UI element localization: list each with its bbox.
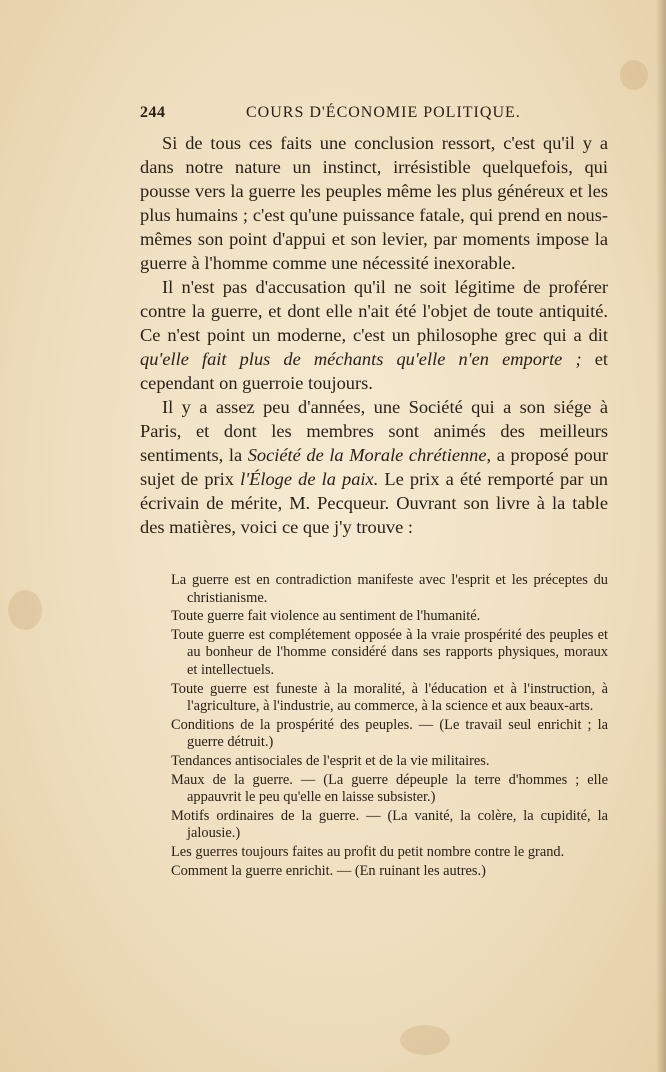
paragraph-text: et cependant on guerroie toujours.	[140, 349, 609, 393]
toc-entry: Toute guerre est complétement opposée à la vraie prospérité des peuples et au bonheur de l'homme considéré dans ses rapports physiques, moraux et intellectuels.	[171, 626, 608, 678]
paragraph	[140, 275, 608, 395]
toc-entry: Toute guerre est funeste à la moralité, à l'éducation et à l'instruction, à l'agriculture, à l'industrie, au commerce, à la science et aux beaux-arts.	[171, 680, 608, 715]
toc-entry: La guerre est en contradiction manifeste avec l'esprit et les préceptes du christianisme.	[171, 572, 608, 606]
paragraph-text: Il y a assez peu d'années, une Société qui a son siége à Paris, et dont les membres sont animés des meilleurs sentiments, la	[140, 397, 608, 465]
page-number: 244	[140, 104, 166, 121]
toc-entry: Conditions de la prospérité des peuples. — (Le travail seul enrichit ; la guerre détruit.)	[171, 716, 608, 751]
paper-stain	[620, 60, 648, 90]
paragraph-text: , a proposé pour sujet de prix	[140, 445, 608, 489]
page-edge-shadow	[656, 0, 666, 1072]
paragraph-text: Si de tous ces faits une conclusion ressort, c'est qu'il y a dans notre nature un instinct, irrésistible quelquefois, qui pousse vers la guerre les peuples même les plus généreux et les plus humains ; c'est qu'une puissance fatale, qui prend en nous-mêmes son point d'appui et son levier, par moments impose la guerre à l'homme comme une nécessité inexorable.	[140, 133, 608, 273]
italic-text: Société de la Morale chrétienne	[247, 445, 487, 465]
toc-entry: Toute guerre fait violence au sentiment de l'humanité.	[171, 608, 481, 625]
paper-stain	[8, 590, 42, 630]
paragraph	[140, 131, 608, 275]
paper-stain	[400, 1025, 450, 1055]
paragraph-text: Il n'est pas d'accusation qu'il ne soit légitime de proférer contre la guerre, et dont elle n'ait été l'objet de toute antiquité. Ce n'est point un moderne, c'est un philosophe grec qui a dit	[140, 277, 608, 345]
toc-entry: Tendances antisociales de l'esprit et de la vie militaires.	[171, 752, 490, 769]
toc-entry: Motifs ordinaires de la guerre. — (La vanité, la colère, la cupidité, la jalousie.)	[171, 807, 608, 842]
italic-text: qu'elle fait plus de méchants qu'elle n'en emporte ;	[140, 349, 582, 369]
paragraph	[140, 395, 608, 539]
table-of-contents-excerpt	[171, 572, 608, 881]
toc-entry: Comment la guerre enrichit. — (En ruinant les autres.)	[171, 862, 486, 879]
running-title: COURS D'ÉCONOMIE POLITIQUE.	[246, 104, 521, 121]
toc-entry: Les guerres toujours faites au profit du petit nombre contre le grand.	[171, 843, 565, 860]
paragraph-text: Le prix a été remporté par un écrivain de mérite, M. Pecqueur. Ouvrant son livre à la table des matières, voici ce que j'y trouve :	[140, 469, 608, 537]
body-text	[140, 131, 608, 539]
page-header	[140, 104, 608, 128]
italic-text: l'Éloge de la paix.	[240, 469, 379, 489]
toc-entry: Maux de la guerre. — (La guerre dépeuple la terre d'hommes ; elle appauvrit le peu qu'elle en laisse subsister.)	[171, 771, 608, 806]
